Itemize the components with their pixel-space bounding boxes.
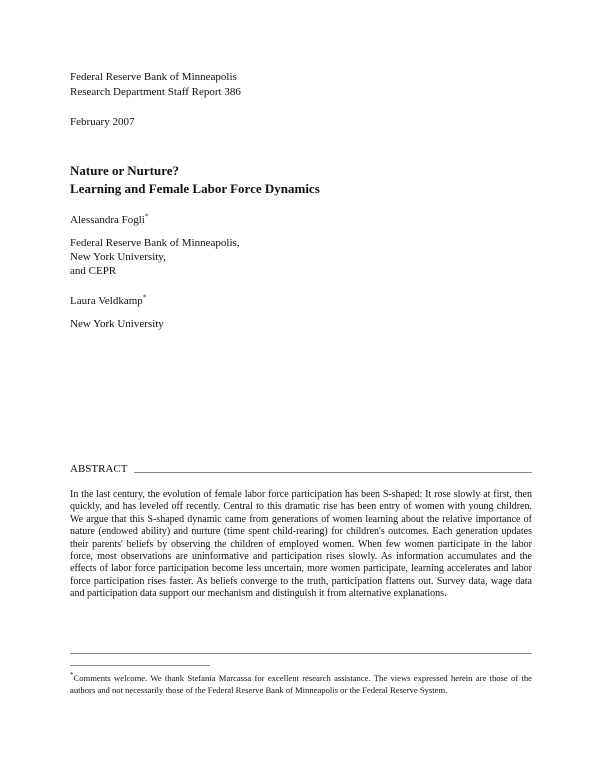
abstract-heading: ABSTRACT: [70, 463, 128, 475]
author-1-affiliation-line-2: New York University,: [70, 251, 166, 263]
footnote-rule: [70, 665, 210, 666]
author-2-affiliation-line-1: New York University: [70, 318, 164, 330]
paper-title-line-1: Nature or Nurture?: [70, 163, 180, 178]
author-1-affiliation-line-1: Federal Reserve Bank of Minneapolis,: [70, 237, 240, 249]
abstract-body: In the last century, the evolution of female labor force participation has been S-shaped: It rose slowly at first, then quickly, and has leveled off recently. Central to this dramatic rise has been entry of women with young children. We argue that this S-shaped dynamic came from generations of women learning about the relative importance of nature (endowed ability) and nurture (time spent child-rearing) for children's outcomes. Each generation updates their parents' beliefs by observing the children of employed women. When few women participate in the labor force, most observations are uninformative and participation rises slowly. As information accumulates and the effects of labor force participation become less uncertain, more women participate, learning accelerates and labor force participation rises faster. As beliefs converge to the truth, participation flattens out. Survey data, wage data and participation data support our mechanism and distinguish it from alternative explanations.: [70, 489, 532, 600]
author-2-footnote-mark: *: [142, 293, 147, 302]
paper-title-line-2: Learning and Female Labor Force Dynamics: [70, 181, 320, 196]
footnote-text: Comments welcome. We thank Stefania Marcassa for excellent research assistance. The views expressed herein are those of the authors and not necessarily those of the Federal Reserve Bank of Minneapolis or the Federal Reserve System.: [70, 673, 532, 695]
author-1-name: Alessandra Fogli: [70, 214, 145, 226]
report-date: February 2007: [70, 116, 135, 128]
author-1-name-block: [70, 213, 148, 227]
abstract-heading-rule: [134, 472, 532, 473]
footnote-mark: *: [70, 671, 74, 680]
author-2-name-block: [70, 294, 146, 308]
footnote: [70, 673, 532, 696]
author-1-footnote-mark: *: [144, 212, 149, 221]
author-2-name: Laura Veldkamp: [70, 295, 143, 307]
author-1-affiliation-line-3: and CEPR: [70, 265, 117, 277]
institution-line: Federal Reserve Bank of Minneapolis: [70, 71, 237, 83]
abstract-bottom-rule: [70, 653, 532, 654]
report-number: Research Department Staff Report 386: [70, 86, 241, 98]
